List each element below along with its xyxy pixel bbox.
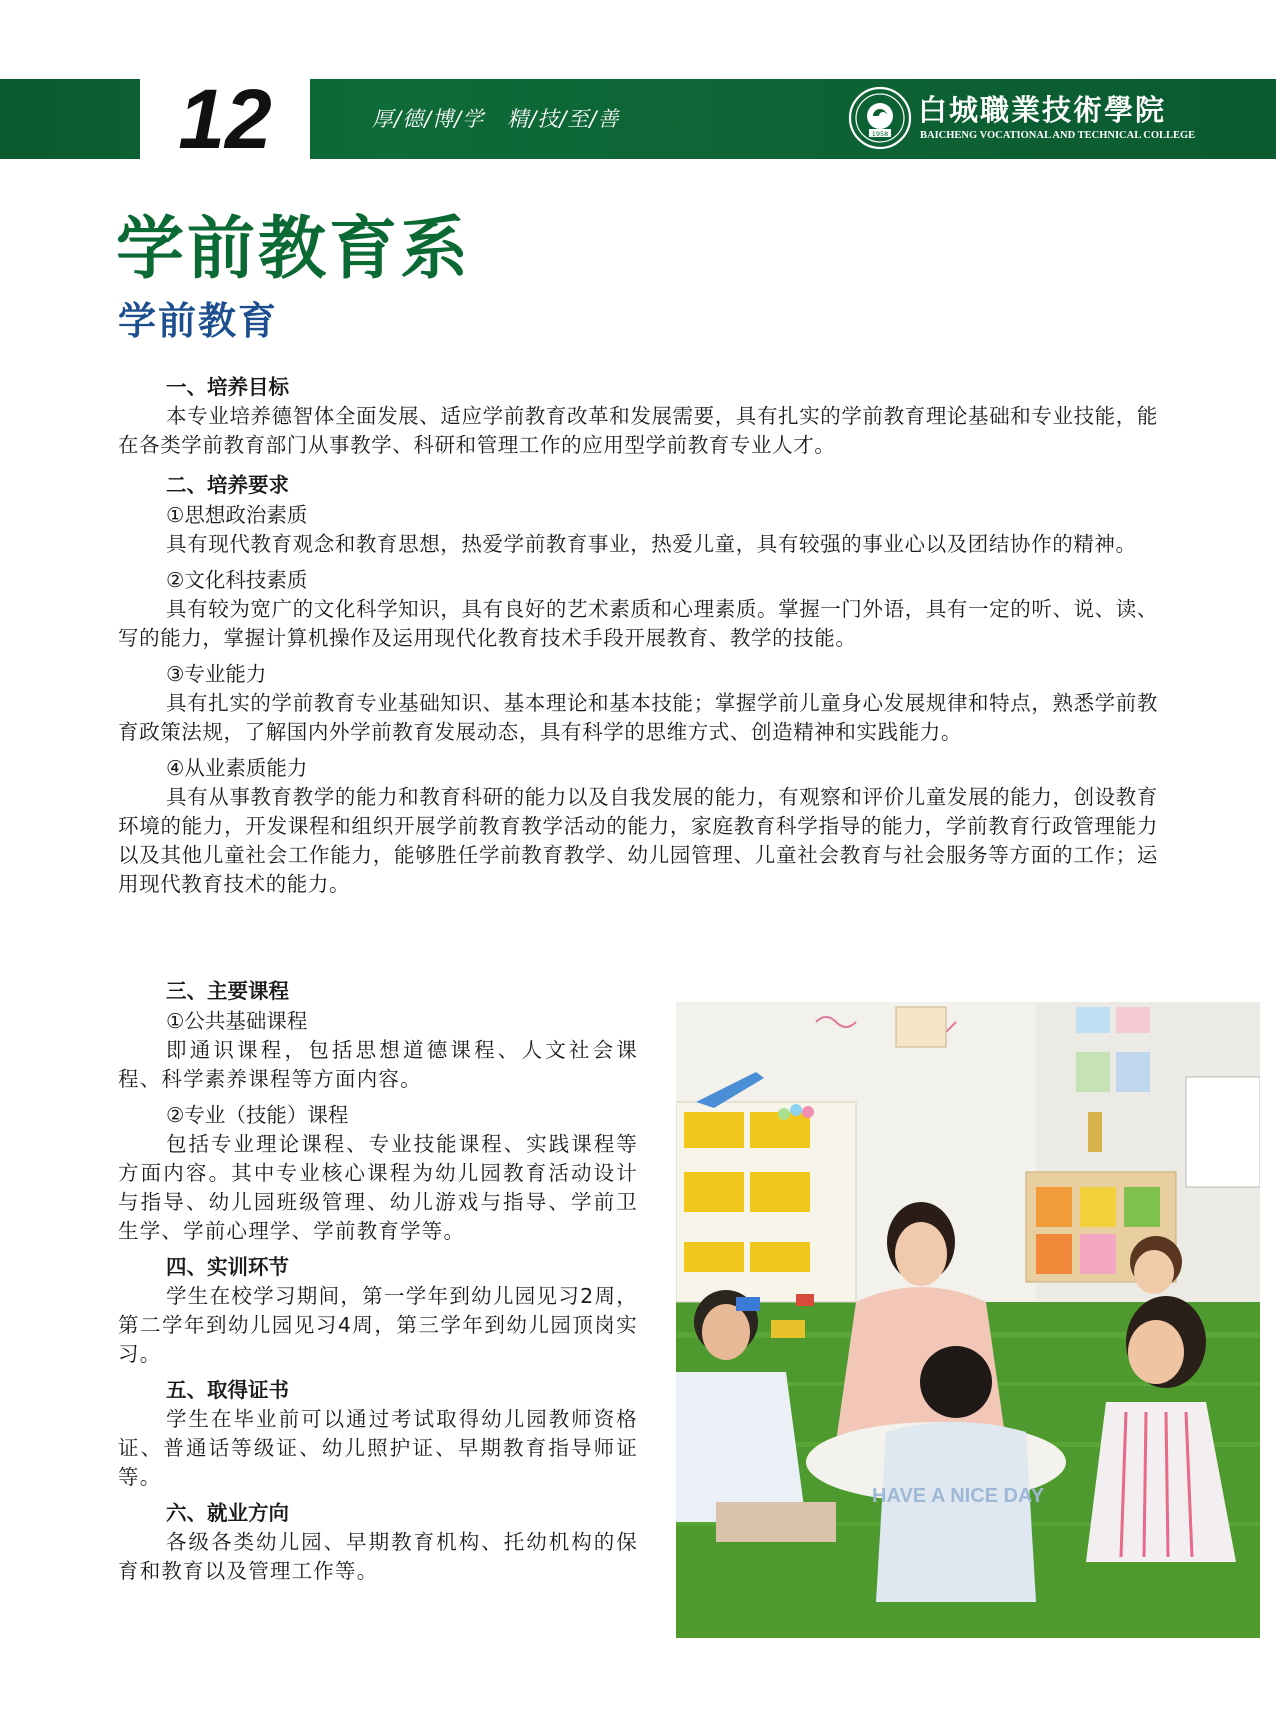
- section-heading-courses: 三、主要课程: [166, 979, 289, 1003]
- section-heading-goal: 一、培养目标: [166, 375, 289, 399]
- college-motto: 厚/德/博/学 精/技/至/善: [372, 107, 620, 131]
- logo-year: 1958: [871, 130, 889, 138]
- section-heading-career: 六、就业方向: [166, 1501, 289, 1525]
- requirement-1-paragraph: 具有现代教育观念和教育思想，热爱学前教育事业，热爱儿童，具有较强的事业心以及团结协作的精神。: [166, 532, 1137, 556]
- goal-paragraph: 本专业培养德智体全面发展、适应学前教育改革和发展需要，具有扎实的学前教育理论基础和专业技能，能在各类学前教育部门从事教学、科研和管理工作的应用型学前教育专业人才。: [118, 404, 1158, 457]
- requirement-1-title: ①思想政治素质: [166, 503, 308, 527]
- section-heading-certificates: 五、取得证书: [166, 1378, 289, 1402]
- course-1-paragraph: 即通识课程，包括思想道德课程、人文社会课程、科学素养课程等方面内容。: [118, 1038, 638, 1091]
- requirement-4-title: ④从业素质能力: [166, 756, 308, 780]
- course-2-title: ②专业（技能）课程: [166, 1103, 349, 1127]
- requirement-2-title: ②文化科技素质: [166, 568, 308, 592]
- shirt-print: HAVE A NICE DAY: [872, 1485, 1044, 1507]
- requirement-3-title: ③专业能力: [166, 662, 267, 686]
- college-name-en: BAICHENG VOCATIONAL AND TECHNICAL COLLEGE: [920, 130, 1196, 141]
- course-2-paragraph: 包括专业理论课程、专业技能课程、实践课程等方面内容。其中专业核心课程为幼儿园教育活动设计与指导、幼儿园班级管理、幼儿游戏与指导、学前卫生学、学前心理学、学前教育学等。: [118, 1132, 638, 1243]
- requirement-3-paragraph: 具有扎实的学前教育专业基础知识、基本理论和基本技能；掌握学前儿童身心发展规律和特点，熟悉学前教育政策法规，了解国内外学前教育发展动态，具有科学的思维方式、创造精神和实践能力。: [118, 691, 1158, 744]
- training-paragraph: 学生在校学习期间，第一学年到幼儿园见习2周，第二学年到幼儿园见习4周，第三学年到幼儿园顶岗实习。: [118, 1284, 638, 1366]
- college-name-cn: 白城職業技術學院: [918, 93, 1167, 127]
- section-heading-training: 四、实训环节: [166, 1255, 289, 1279]
- requirement-4-paragraph: 具有从事教育教学的能力和教育科研的能力以及自我发展的能力，有观察和评价儿童发展的能力，创设教育环境的能力，开发课程和组织开展学前教育教学活动的能力，家庭教育科学指导的能力，学前教育行政管理能力以及其他儿童社会工作能力，能够胜任学前教育教学、幼儿园管理、儿童社会教育与社会服务等方面的工作；运用现代教育技术的能力。: [118, 785, 1158, 896]
- main-text: [118, 372, 1158, 899]
- career-paragraph: 各级各类幼儿园、早期教育机构、托幼机构的保育和教育以及管理工作等。: [118, 1530, 638, 1583]
- certificates-paragraph: 学生在毕业前可以通过考试取得幼儿园教师资格证、普通话等级证、幼儿照护证、早期教育指导师证等。: [118, 1407, 638, 1489]
- course-1-title: ①公共基础课程: [166, 1009, 308, 1033]
- department-title: 学前教育系: [116, 210, 472, 289]
- college-logo-icon: [848, 86, 912, 150]
- classroom-photo: [676, 1002, 1260, 1638]
- section-heading-requirements: 二、培养要求: [166, 473, 289, 497]
- requirement-2-paragraph: 具有较为宽广的文化科学知识，具有良好的艺术素质和心理素质。掌握一门外语，具有一定的听、说、读、写的能力，掌握计算机操作及运用现代化教育技术手段开展教育、教学的技能。: [118, 597, 1158, 650]
- major-title: 学前教育: [118, 299, 279, 343]
- page-number: 12: [178, 72, 272, 166]
- lower-column-text: [118, 976, 638, 1586]
